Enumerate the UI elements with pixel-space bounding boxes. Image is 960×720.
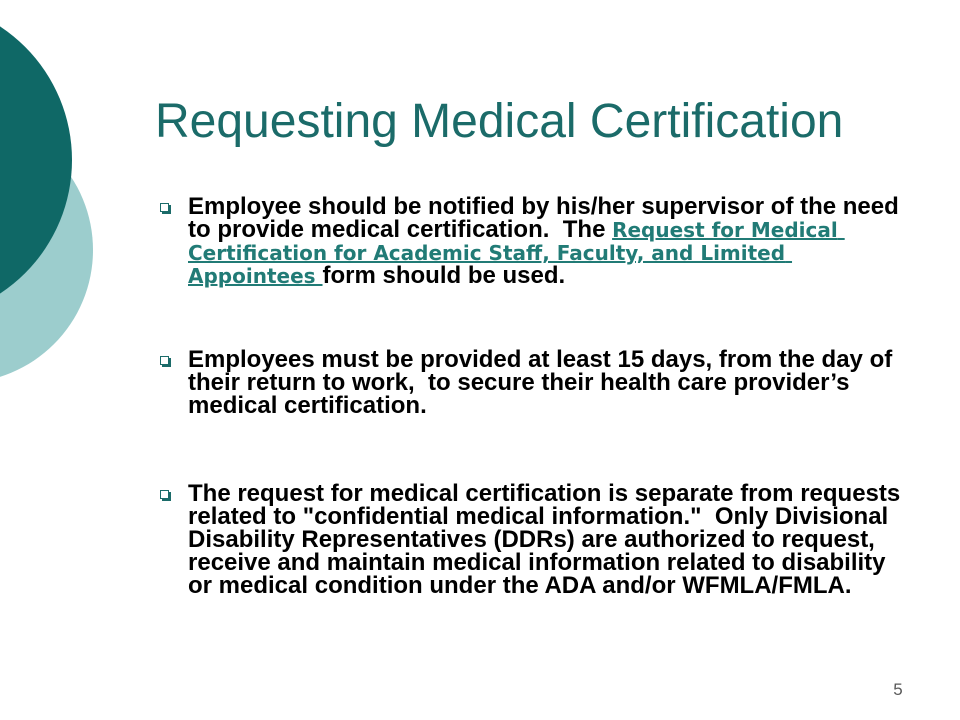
bullet-item-fifteen-days	[188, 348, 906, 417]
bullet-text-after-link: form should be used.	[322, 262, 566, 289]
shadowed-square-bullet-icon	[160, 203, 169, 212]
bullet-item-confidential-information	[188, 482, 906, 597]
slide-page-number: 5	[893, 680, 903, 699]
bullet-text	[188, 195, 906, 287]
bullet-text: Employees must be provided at least 15 days, from the day of their return to work, to secure their health care provider’s medical certification.	[188, 346, 899, 419]
shadowed-square-bullet-icon	[160, 490, 169, 499]
request-medical-certification-form-link[interactable]: Request for Medical Certification for Academic Staff, Faculty, and Limited Appointees	[188, 218, 845, 288]
slide-title: Requesting Medical Certification	[155, 95, 844, 148]
shadowed-square-bullet-icon	[160, 356, 169, 365]
bullet-item-notification	[188, 195, 906, 287]
bullet-text-before-link: Employee should be notified by his/her supervisor of the need to provide medical certification. The	[188, 193, 906, 243]
bullet-text: The request for medical certification is separate from requests related to "confidential medical information." Only Divisional Disability Representatives (DDRs) are authorized to request, receive and maintain medical information related to disability or medical condition under the ADA and/or WFMLA/FMLA.	[188, 480, 907, 599]
